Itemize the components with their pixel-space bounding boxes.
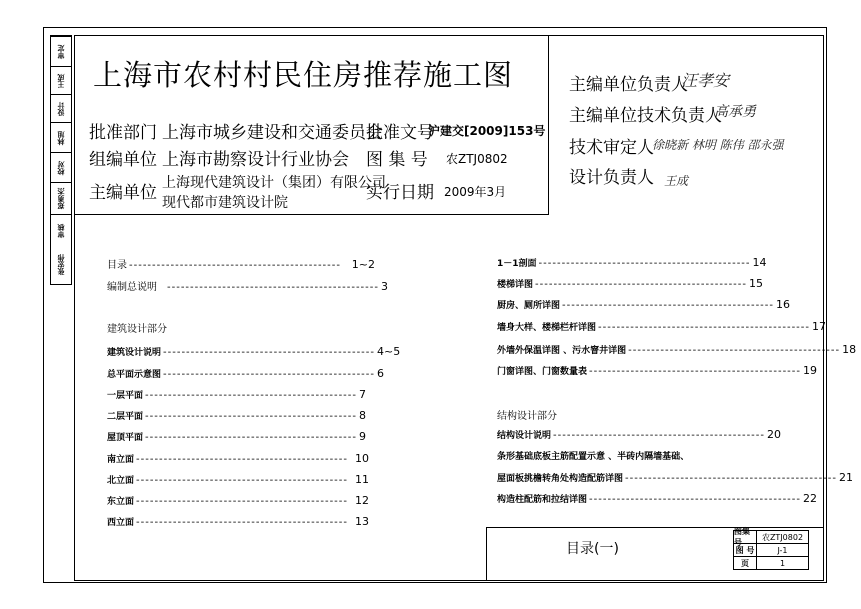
toc-item: 目录 ---------------------------------------------- 1~2 (107, 258, 375, 271)
atlas-no-label: 图 集 号 (366, 150, 428, 170)
toc-item: 楼梯详图 ---------------------------------------------- 15 (497, 277, 764, 290)
signoff-cell: 张宏伟 (57, 254, 65, 276)
toc-item: 结构设计说明 ---------------------------------------------- 20 (497, 428, 782, 441)
sheet-title: 目录(一) (566, 541, 619, 557)
toc-item: 南立面 ---------------------------------------------- 10 (107, 452, 369, 465)
chief-unit-value-line1: 上海现代建筑设计（集团）有限公司 (162, 175, 386, 191)
signoff-cell: 审定 (51, 36, 71, 67)
title-block-value: 农ZTJ0802 (761, 532, 804, 542)
approval-no-value: 沪建交[2009]153号 (428, 124, 546, 138)
effective-date-value: 2009年3月 (444, 185, 507, 199)
title-block-key: 页 (734, 557, 757, 570)
title-block-value: J-1 (777, 545, 788, 555)
atlas-no-value: 农ZTJ0802 (446, 152, 508, 166)
title-block-key: 图 号 (734, 544, 757, 556)
signature: 徐晓新 林明 陈伟 邵永强 (652, 138, 784, 152)
responsible-label: 技术审定人 (569, 138, 654, 158)
compiling-unit-value: 上海市勘察设计行业协会 (162, 150, 349, 170)
toc-item: 屋顶平面 ---------------------------------------------- 9 (107, 430, 367, 443)
approval-dept-value: 上海市城乡建设和交通委员会 (162, 123, 383, 143)
title-block-row (734, 557, 808, 570)
toc-item: 总平面示意图 ---------------------------------------------- 6 (107, 367, 385, 380)
toc-item: 条形基础底板主筋配置示意 、半砖内隔墙基础、 (497, 452, 690, 462)
toc-item: 二层平面 ---------------------------------------------- 8 (107, 409, 367, 422)
section-heading-arch: 建筑设计部分 (107, 324, 167, 335)
responsible-label: 主编单位负责人 (569, 75, 688, 95)
title-block-row (734, 527, 808, 547)
section-heading-struct: 结构设计部分 (497, 411, 557, 422)
effective-date-label: 实行日期 (366, 183, 434, 203)
toc-item: 墙身大样、楼梯栏杆详图 ---------------------------------------------- 17 (497, 320, 827, 333)
toc-item: 东立面 ---------------------------------------------- 12 (107, 494, 369, 507)
title-block-grid (733, 527, 809, 570)
approval-no-label: 批准文号 (366, 123, 434, 143)
toc-item: 厨房、厕所详图 ---------------------------------------------- 16 (497, 298, 791, 311)
toc-item: 西立面 ---------------------------------------------- 13 (107, 515, 369, 528)
responsible-label: 主编单位技术负责人 (569, 106, 722, 126)
toc-item: 屋面板挑檐转角处构造配筋详图 ---------------------------------------------- 21 (497, 471, 854, 484)
signature: 汪孝安 (681, 71, 730, 90)
toc-item: 编制总说明 ---------------------------------------------- 3 (107, 280, 388, 293)
responsible-label: 设计负责人 (569, 168, 654, 188)
signoff-cell: 王成 (51, 66, 71, 95)
signoff-cell: 审核 (51, 214, 71, 247)
signoff-cell: 郑勇杰 (51, 182, 71, 215)
toc-item: 建筑设计说明 ---------------------------------------------- 4~5 (107, 345, 401, 358)
signoff-cell: 校对 (51, 152, 71, 183)
signoff-cell: 设计 (51, 94, 71, 123)
toc-item: 一层平面 ---------------------------------------------- 7 (107, 388, 367, 401)
toc-item: 外墙外保温详图 、污水窨井详图 ---------------------------------------------- 18 (497, 343, 857, 356)
chief-unit-label: 主编单位 (89, 183, 157, 203)
title-block-value: 1 (779, 559, 786, 568)
toc-item: 门窗详图、门窗数量表 ---------------------------------------------- 19 (497, 364, 818, 377)
toc-item: 1－1剖面 ---------------------------------------------- 14 (497, 256, 767, 269)
chief-unit-value-line2: 现代都市建筑设计院 (162, 195, 288, 211)
signature: 高承勇 (714, 104, 756, 120)
signoff-cell: 林旭 (51, 122, 71, 153)
approval-dept-label: 批准部门 (89, 123, 157, 143)
compiling-unit-label: 组编单位 (89, 150, 157, 170)
toc-item: 构造柱配筋和拉结详图 ---------------------------------------------- 22 (497, 492, 818, 505)
signature: 王成 (664, 174, 689, 188)
toc-item: 北立面 ---------------------------------------------- 11 (107, 473, 369, 486)
signoff-strip (50, 35, 72, 285)
atlas-title: 上海市农村村民住房推荐施工图 (93, 58, 514, 92)
title-block-key: 图集号 (734, 531, 757, 543)
title-block-row (734, 544, 808, 557)
